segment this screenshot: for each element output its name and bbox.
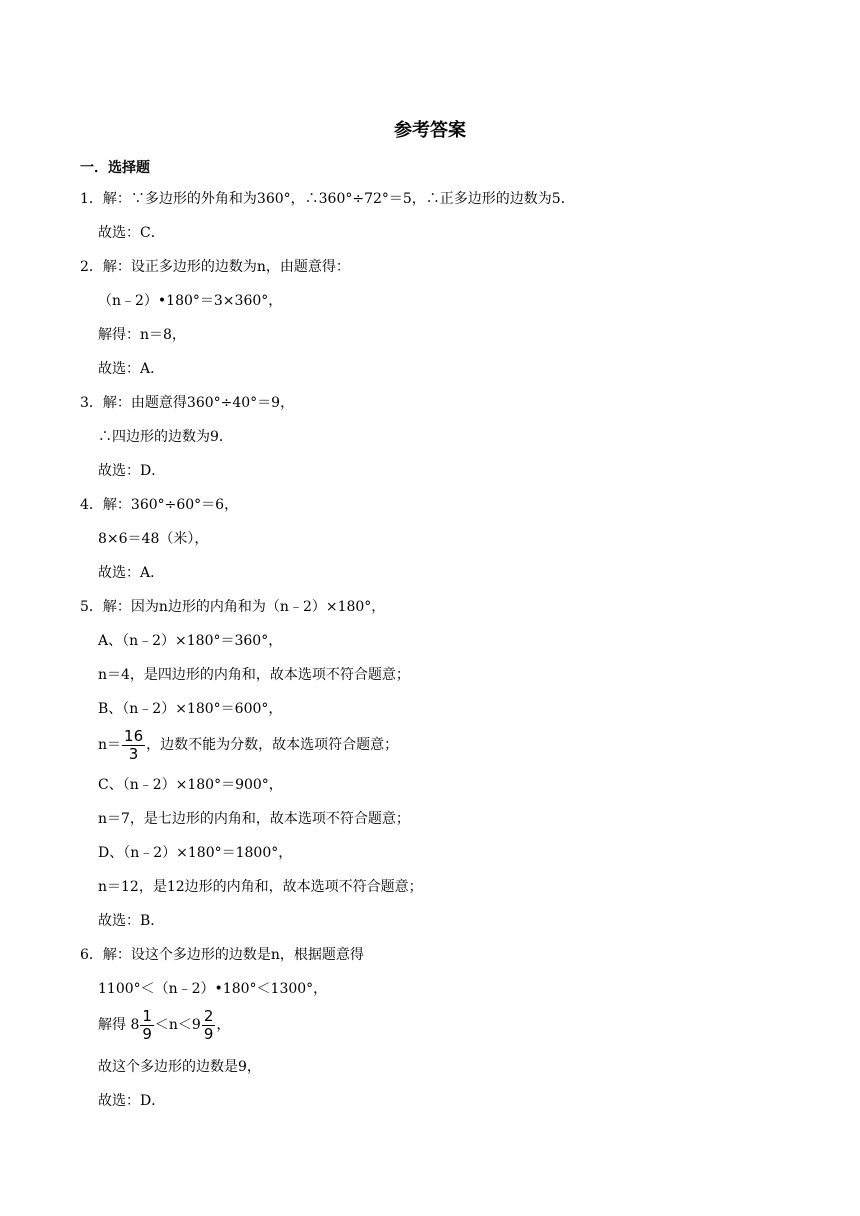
answer-6-solve-prefix: 解得 8	[98, 1017, 140, 1033]
fraction-1-9	[140, 1008, 154, 1043]
fraction-16-3	[122, 728, 145, 763]
answer-1-line-1: 1．解：∵多边形的外角和为360°，∴360°÷72°＝5，∴正多边形的边数为5．	[80, 191, 575, 207]
fraction-numerator: 2	[203, 1006, 214, 1025]
answer-5-option-a: A、（n﹣2）×180°＝360°，	[98, 633, 283, 649]
answer-6-solution	[98, 1007, 230, 1043]
answer-5-choice: 故选：B．	[98, 913, 165, 929]
answer-5-option-b: B、（n﹣2）×180°＝600°，	[98, 701, 283, 717]
answer-4-line-1: 4．解：360°÷60°＝6，	[80, 497, 239, 513]
page-title: 参考答案	[394, 120, 466, 141]
answer-3-choice: 故选：D．	[98, 463, 166, 479]
fraction-denominator: 9	[142, 1024, 152, 1043]
answer-3-line-1: 3．解：由题意得360°÷40°＝9，	[80, 395, 295, 411]
answer-5-n-equals: n＝	[98, 737, 122, 753]
fraction-denominator: 9	[203, 1024, 214, 1043]
answer-5-option-d: D、（n﹣2）×180°＝1800°，	[98, 845, 293, 861]
answer-3-line-2: ∴四边形的边数为9．	[98, 429, 233, 445]
answer-5-option-c: C、（n﹣2）×180°＝900°，	[98, 777, 283, 793]
answer-2-line-1: 2．解：设正多边形的边数为n，由题意得：	[80, 259, 350, 275]
answer-5-option-c-result: n＝7，是七边形的内角和，故本选项不符合题意；	[98, 811, 410, 827]
answer-6-solve-middle: ＜n＜9	[154, 1017, 201, 1033]
answer-6-conclusion: 故这个多边形的边数是9，	[98, 1059, 261, 1075]
answer-6-line-1: 6．解：设这个多边形的边数是n，根据题意得	[80, 947, 364, 963]
answer-4-line-2: 8×6＝48（米），	[98, 531, 209, 547]
answer-5-option-a-result: n＝4，是四边形的内角和，故本选项不符合题意；	[98, 667, 410, 683]
answer-5-option-d-result: n＝12，是12边形的内角和，故本选项不符合题意；	[98, 879, 423, 895]
answer-1-choice: 故选：C．	[98, 225, 165, 241]
fraction-denominator: 3	[128, 744, 139, 763]
answer-5-option-b-result	[98, 727, 398, 763]
answer-2-line-2: （n﹣2）•180°＝3×360°，	[98, 293, 283, 309]
answer-2-line-3: 解得：n＝8，	[98, 327, 186, 343]
section-heading: 一．选择题	[80, 160, 150, 176]
answer-6-choice: 故选：D．	[98, 1093, 166, 1109]
answer-2-choice: 故选：A．	[98, 361, 165, 377]
answer-6-solve-suffix: ，	[216, 1017, 231, 1033]
answer-6-inequality: 1100°＜（n﹣2）•180°＜1300°，	[98, 981, 328, 997]
fraction-numerator: 16	[124, 726, 144, 745]
answer-4-choice: 故选：A．	[98, 565, 165, 581]
fraction-2-9	[202, 1008, 216, 1043]
answer-5-option-b-note: ，边数不能为分数，故本选项符合题意；	[146, 737, 399, 753]
answer-5-line-1: 5．解：因为n边形的内角和为（n﹣2）×180°，	[80, 599, 386, 615]
fraction-numerator: 1	[142, 1006, 152, 1025]
